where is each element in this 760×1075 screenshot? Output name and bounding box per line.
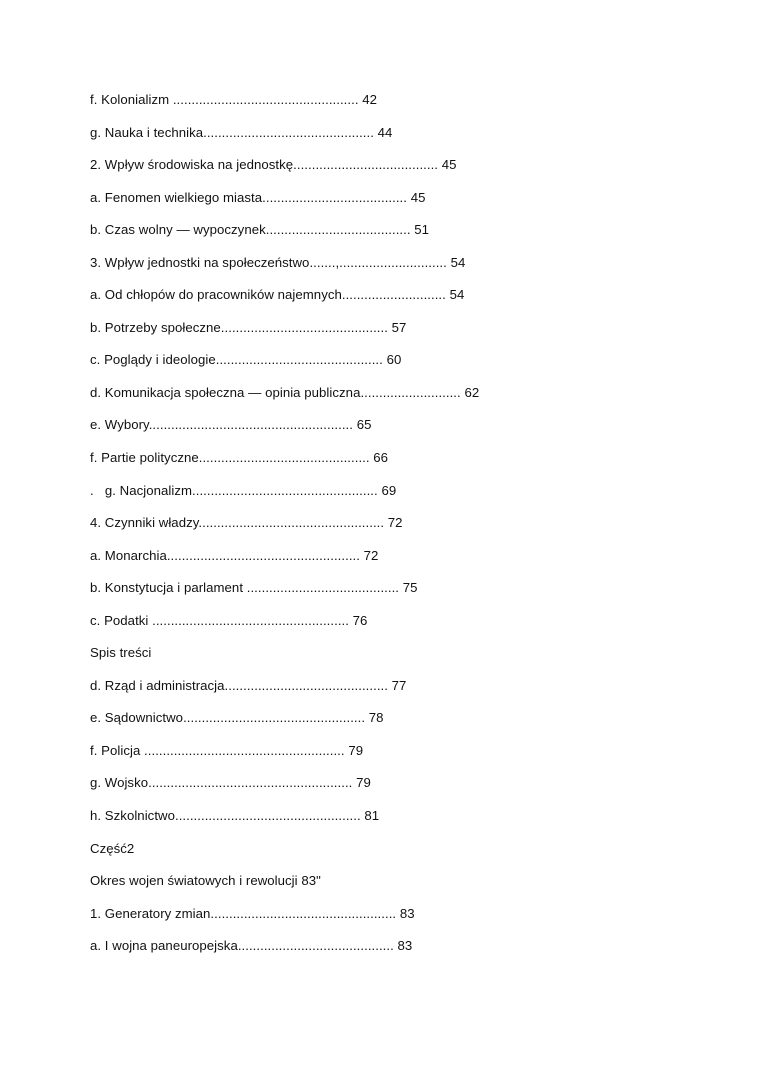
toc-entry: f. Partie polityczne.............................................. 66 [90,450,389,466]
toc-entry: f. Policja ...................................................... 79 [90,742,364,758]
toc-entry: a. Od chłopów do pracowników najemnych............................ 54 [90,287,465,303]
toc-entry: b. Czas wolny — wypoczynek....................................... 51 [90,222,430,238]
toc-part-title: Okres wojen światowych i rewolucji 83" [90,873,321,889]
table-of-contents [90,90,710,969]
toc-entry: 1. Generatory zmian.................................................. 83 [90,905,415,921]
toc-entry: g. Nauka i technika.............................................. 44 [90,124,393,140]
toc-entry: 3. Wpływ jednostki na społeczeństwo.......,............................. 54 [90,254,466,270]
toc-entry: e. Wybory....................................................... 65 [90,417,372,433]
toc-entry: 4. Czynniki władzy.................................................. 72 [90,515,403,531]
toc-entry: a. Monarchia.................................................... 72 [90,547,379,563]
toc-entry: e. Sądownictwo................................................. 78 [90,710,384,726]
toc-part-heading: Część2 [90,840,135,856]
toc-entry: a. Fenomen wielkiego miasta....................................... 45 [90,189,426,205]
toc-entry: . g. Nacjonalizm.................................................. 69 [90,482,397,498]
toc-entry: a. I wojna paneuropejska.......................................... 83 [90,938,413,954]
toc-heading: Spis treści [90,645,152,661]
toc-entry: f. Kolonializm .................................................. 42 [90,92,378,107]
toc-entry: b. Konstytucja i parlament ......................................... 75 [90,580,418,596]
toc-entry: g. Wojsko....................................................... 79 [90,775,371,791]
toc-entry: d. Rząd i administracja............................................ 77 [90,677,407,693]
toc-entry: h. Szkolnictwo.................................................. 81 [90,808,380,824]
toc-entry: c. Podatki ..................................................... 76 [90,612,368,628]
toc-entry: d. Komunikacja społeczna — opinia publiczna........................... 62 [90,384,480,400]
toc-entry: b. Potrzeby społeczne............................................. 57 [90,319,407,335]
toc-entry: 2. Wpływ środowiska na jednostkę....................................... 45 [90,157,457,173]
toc-entry: c. Poglądy i ideologie............................................. 60 [90,352,402,368]
